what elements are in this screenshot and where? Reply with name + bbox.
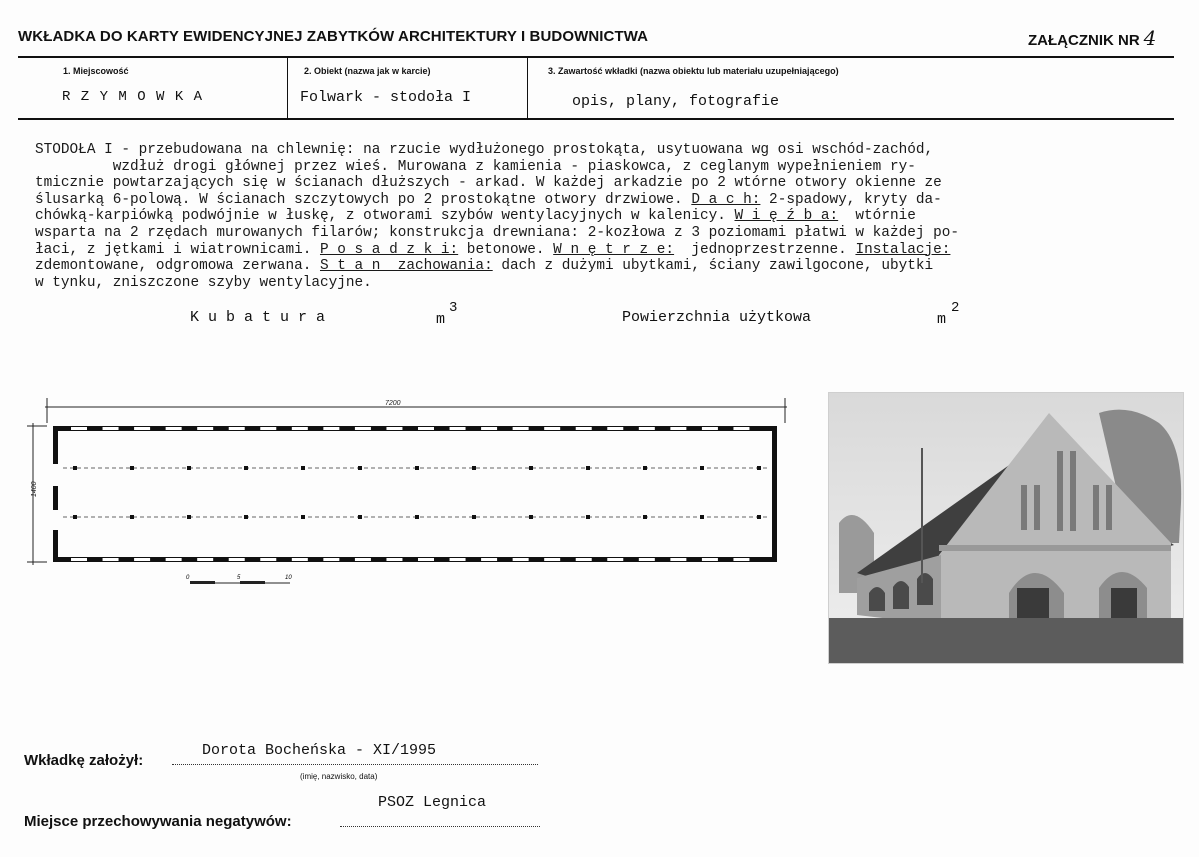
south-window	[450, 558, 466, 561]
section-truss: W i ę ź b a:	[734, 208, 839, 225]
place-label: 1. Miejscowość	[63, 66, 129, 76]
negatives-dots	[340, 826, 540, 827]
scale-tick-5: 5	[237, 575, 241, 581]
west-wall-lower	[53, 530, 58, 562]
north-window	[576, 427, 592, 430]
south-window	[576, 558, 592, 561]
pillar	[586, 466, 590, 470]
pillar	[472, 466, 476, 470]
area-unit: m	[937, 311, 947, 328]
author-label: Wkładkę założył:	[24, 752, 144, 769]
area-exponent: 2	[951, 300, 960, 316]
north-window	[733, 427, 749, 430]
pillar	[643, 466, 647, 470]
pillar	[73, 515, 77, 519]
south-window	[260, 558, 276, 561]
south-window	[639, 558, 655, 561]
north-window	[229, 427, 245, 430]
south-window	[103, 558, 119, 561]
width-dimension: 1400	[31, 481, 38, 497]
section-condition: S t a n zachowania:	[319, 258, 493, 275]
pillar	[415, 466, 419, 470]
north-window	[323, 427, 339, 430]
pillar	[187, 466, 191, 470]
north-window	[481, 427, 497, 430]
pillar	[700, 466, 704, 470]
north-window	[513, 427, 529, 430]
pillar	[358, 515, 362, 519]
section-roof: D a c h:	[691, 191, 761, 208]
fields-bottom-rule	[18, 118, 1174, 120]
negatives-label: Miejsce przechowywania negatywów:	[24, 813, 292, 830]
north-window	[670, 427, 686, 430]
north-window	[197, 427, 213, 430]
south-window	[323, 558, 339, 561]
contents-value: opis, plany, fotografie	[572, 93, 780, 110]
building-walls	[53, 426, 777, 562]
pillar	[358, 466, 362, 470]
south-window	[292, 558, 308, 561]
north-window	[702, 427, 718, 430]
north-window	[103, 427, 119, 430]
author-dots	[172, 764, 538, 765]
south-window	[71, 558, 87, 561]
south-window	[607, 558, 623, 561]
south-window	[702, 558, 718, 561]
volume-unit: m	[436, 311, 446, 328]
scale-bar	[186, 575, 292, 584]
south-window	[134, 558, 150, 561]
north-window	[292, 427, 308, 430]
south-wall	[53, 557, 777, 562]
south-window	[355, 558, 371, 561]
author-value: Dorota Bocheńska - XI/1995	[202, 742, 437, 759]
north-window	[386, 427, 402, 430]
west-wall-upper	[53, 426, 58, 464]
south-window	[733, 558, 749, 561]
pillar	[73, 466, 77, 470]
pillar	[244, 466, 248, 470]
barn-photograph	[828, 392, 1184, 664]
author-hint: (imię, nazwisko, data)	[300, 772, 378, 781]
floor-plan-drawing	[25, 393, 805, 593]
description-text: STODOŁA I - przebudowana na chlewnię: na rzucie wydłużonego prostokąta, usytuowana wg osi wschód-zachód, wzdłuż drogi głównej przez wieś. Murowana z kamienia - piaskowca, z ceglanym wypełnieniem ry- tmicznie powtarzających się w ścianach dłuższych - arkad. W każdej arkadzie po 2 wtórne otwory okienne ze ślusarką 6-polową. W ścianach szczytowych po 2 prostokątne otwory drzwiowe. D a c h: 2-spadowy, kryty da- chówką-karpiówką podwójnie w łuskę, z otworami szybów wentylacyjnych w kalenicy. W i ę ź b a: wtórnie wsparta na 2 rzędach murowanych filarów; konstrukcja drewniana: 2-kozłowa z 3 poziomami płatwi w każdej po- łaci, z jętkami i wiatrownicami. P o s a d z k i: betonowe. W n ę t r z e: jednoprzestrzenne. Instalacje: zdemontowane, odgromowa zerwana. S t a n zachowania: dach z dużymi ubytkami, ściany zawilgocone, ubytki w tynku, zniszczone szyby wentylacyjne.	[35, 142, 960, 291]
south-window	[229, 558, 245, 561]
dimension-lines	[27, 398, 787, 565]
pillar	[301, 515, 305, 519]
pillar	[187, 515, 191, 519]
field-divider-1	[287, 58, 288, 118]
length-dimension: 7200	[385, 400, 401, 407]
pillar	[130, 466, 134, 470]
volume-exponent: 3	[449, 300, 458, 316]
south-window	[418, 558, 434, 561]
object-value: Folwark - stodoła I	[300, 89, 472, 106]
pillar	[529, 515, 533, 519]
section-interior: W n ę t r z e:	[553, 241, 675, 258]
area-label: Powierzchnia użytkowa	[622, 309, 812, 326]
object-label: 2. Obiekt (nazwa jak w karcie)	[304, 66, 431, 76]
pillar	[130, 515, 134, 519]
south-window	[481, 558, 497, 561]
field-divider-2	[527, 58, 528, 118]
volume-label: K u b a t u r a	[190, 309, 326, 326]
south-window	[513, 558, 529, 561]
pillar	[757, 515, 761, 519]
north-window	[607, 427, 623, 430]
pillar	[244, 515, 248, 519]
north-window	[134, 427, 150, 430]
north-window	[166, 427, 182, 430]
section-floors: P o s a d z k i:	[319, 241, 459, 258]
pillar	[586, 515, 590, 519]
pillar-rows	[63, 466, 767, 519]
section-installations: Instalacje:	[855, 241, 951, 258]
pillar	[700, 515, 704, 519]
scale-tick-0: 0	[186, 575, 190, 581]
north-window	[639, 427, 655, 430]
north-window	[544, 427, 560, 430]
top-rule	[18, 56, 1174, 58]
attachment-number: ZAŁĄCZNIK NR 4	[1028, 26, 1157, 50]
contents-label: 3. Zawartość wkładki (nazwa obiektu lub materiału uzupełniającego)	[548, 66, 839, 76]
place-value: R Z Y M O W K A	[62, 89, 204, 105]
south-window	[386, 558, 402, 561]
north-window	[450, 427, 466, 430]
pillar	[415, 515, 419, 519]
north-wall	[53, 426, 777, 431]
pillar	[529, 466, 533, 470]
north-window	[260, 427, 276, 430]
south-window	[197, 558, 213, 561]
south-window	[166, 558, 182, 561]
card-title: WKŁADKA DO KARTY EWIDENCYJNEJ ZABYTKÓW ARCHITEKTURY I BUDOWNICTWA	[18, 28, 649, 45]
north-window	[71, 427, 87, 430]
west-wall-middle	[53, 486, 58, 510]
north-window	[418, 427, 434, 430]
negatives-value: PSOZ Legnica	[378, 794, 487, 811]
ground	[829, 618, 1183, 663]
pillar	[301, 466, 305, 470]
pillar	[757, 466, 761, 470]
pillar	[643, 515, 647, 519]
north-window	[355, 427, 371, 430]
pillar	[472, 515, 476, 519]
east-wall	[772, 426, 777, 562]
south-window	[544, 558, 560, 561]
south-window	[670, 558, 686, 561]
scale-tick-10: 10	[285, 575, 292, 581]
